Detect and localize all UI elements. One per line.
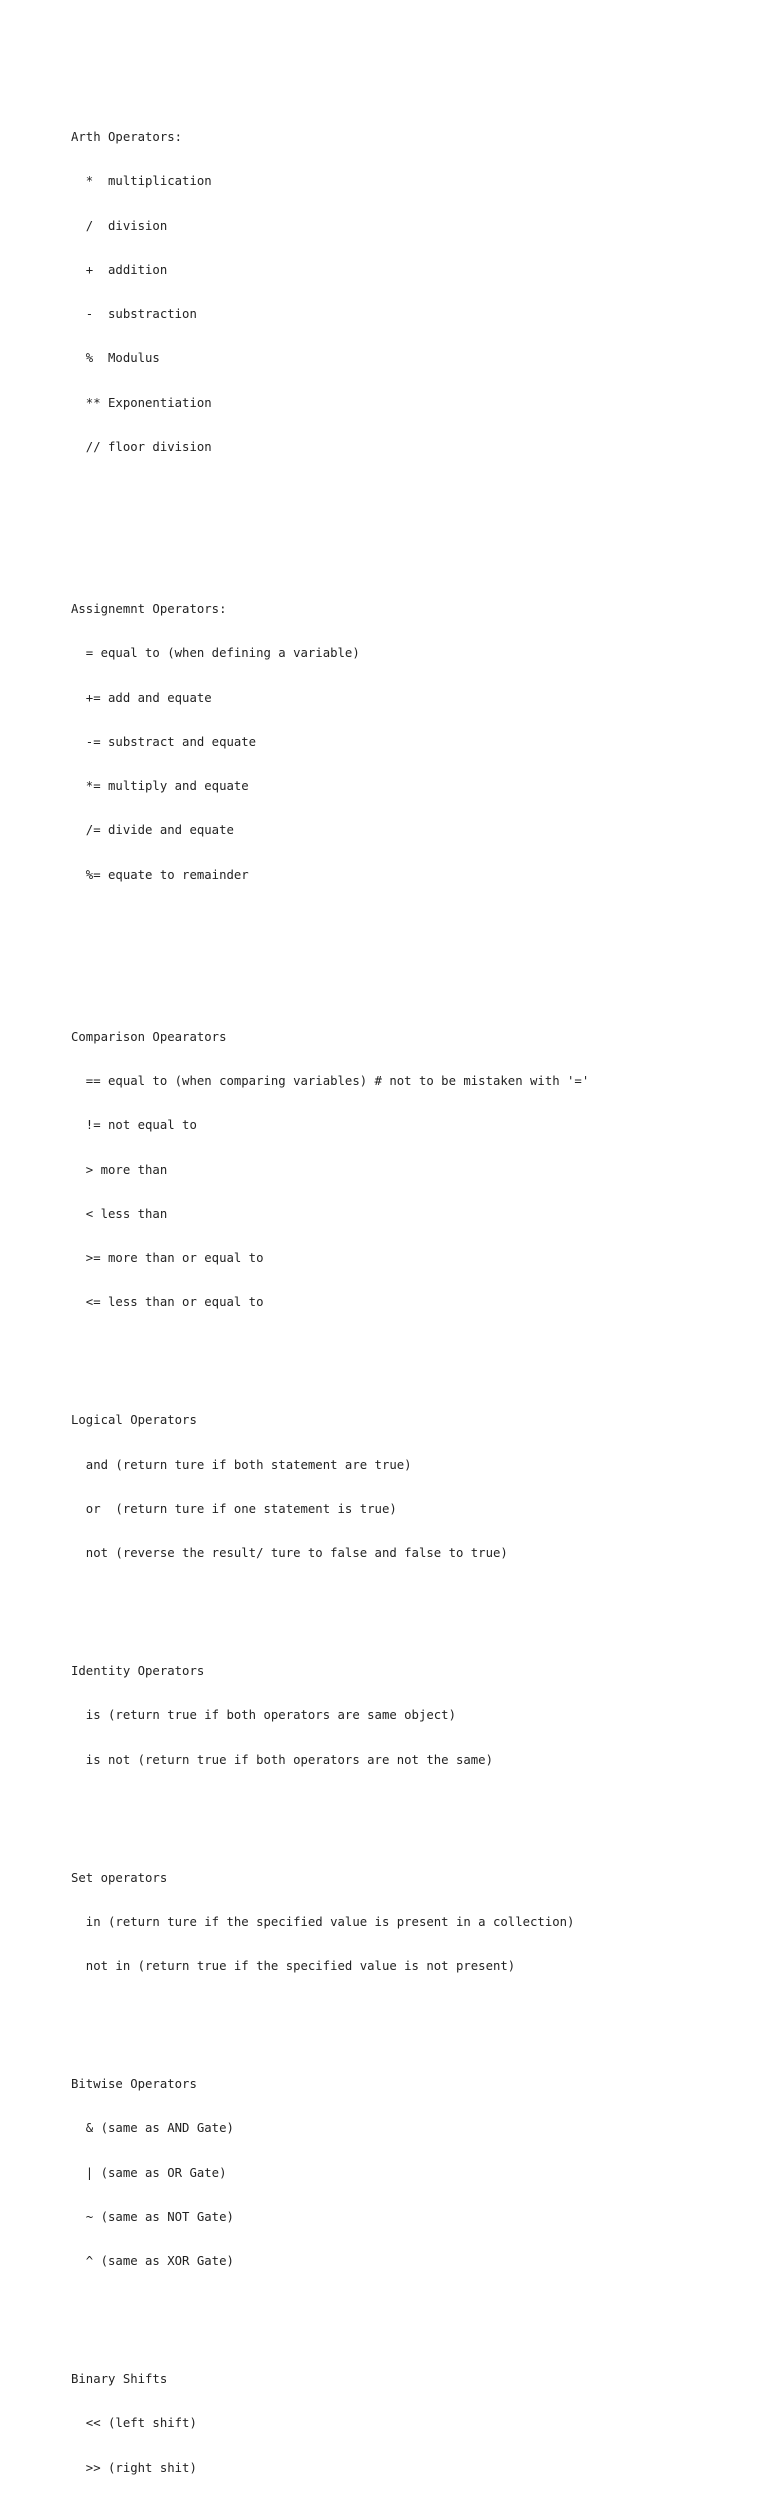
list-item: << (left shift) [71, 2416, 197, 2431]
section-heading-comparison: Comparison Opearators [71, 1029, 227, 1044]
list-item: ~ (same as NOT Gate) [71, 2209, 234, 2224]
section-heading-arithmetic: Arth Operators: [71, 130, 183, 144]
list-item: ** Exponentiation [71, 395, 212, 410]
list-item: // floor division [71, 439, 212, 454]
list-item: /= divide and equate [71, 823, 234, 838]
list-item: & (same as AND Gate) [71, 2121, 234, 2136]
list-item: is (return true if both operators are same object) [71, 1708, 456, 1723]
spacer [71, 484, 589, 499]
section-heading-identity: Identity Operators [71, 1664, 205, 1678]
list-item: >= more than or equal to [71, 1251, 264, 1265]
section-heading-assignment: Assignemnt Operators: [71, 602, 227, 616]
list-item: or (return ture if one statement is true) [71, 1501, 397, 1516]
spacer [71, 2003, 589, 2018]
list-item: | (same as OR Gate) [71, 2165, 227, 2180]
list-item: / division [71, 218, 168, 233]
list-item: * multiplication [71, 174, 212, 189]
list-item: < less than [71, 1206, 168, 1221]
list-item: ^ (same as XOR Gate) [71, 2254, 234, 2268]
spacer [71, 528, 589, 543]
section-heading-set: Set operators [71, 1870, 168, 1885]
spacer [71, 912, 589, 927]
spacer [71, 1797, 589, 1812]
list-item: - substraction [71, 307, 197, 321]
list-item: not in (return true if the specified value is not present) [71, 1959, 516, 1973]
section-heading-binary-shifts: Binary Shifts [71, 2372, 168, 2386]
list-item: and (return ture if both statement are true) [71, 1457, 412, 1472]
list-item: *= multiply and equate [71, 779, 249, 793]
document-text [71, 71, 589, 2520]
list-item: += add and equate [71, 690, 212, 705]
spacer [71, 1590, 589, 1605]
list-item: in (return ture if the specified value is present in a collection) [71, 1914, 575, 1929]
spacer [71, 956, 589, 971]
list-item: is not (return true if both operators are not the same) [71, 1752, 493, 1767]
list-item: % Modulus [71, 351, 160, 366]
section-heading-logical: Logical Operators [71, 1413, 197, 1428]
list-item: -= substract and equate [71, 734, 257, 749]
list-item: > more than [71, 1162, 168, 1177]
list-item: >> (right shit) [71, 2460, 197, 2475]
list-item: %= equate to remainder [71, 867, 249, 882]
section-heading-bitwise: Bitwise Operators [71, 2077, 197, 2091]
list-item: not (reverse the result/ ture to false and false to true) [71, 1546, 508, 1560]
spacer [71, 1340, 589, 1355]
spacer [71, 2298, 589, 2313]
list-item: <= less than or equal to [71, 1295, 264, 1310]
list-item: = equal to (when defining a variable) [71, 646, 360, 661]
list-item: != not equal to [71, 1118, 197, 1133]
list-item: + addition [71, 262, 168, 277]
list-item: == equal to (when comparing variables) # not to be mistaken with '=' [71, 1074, 590, 1088]
